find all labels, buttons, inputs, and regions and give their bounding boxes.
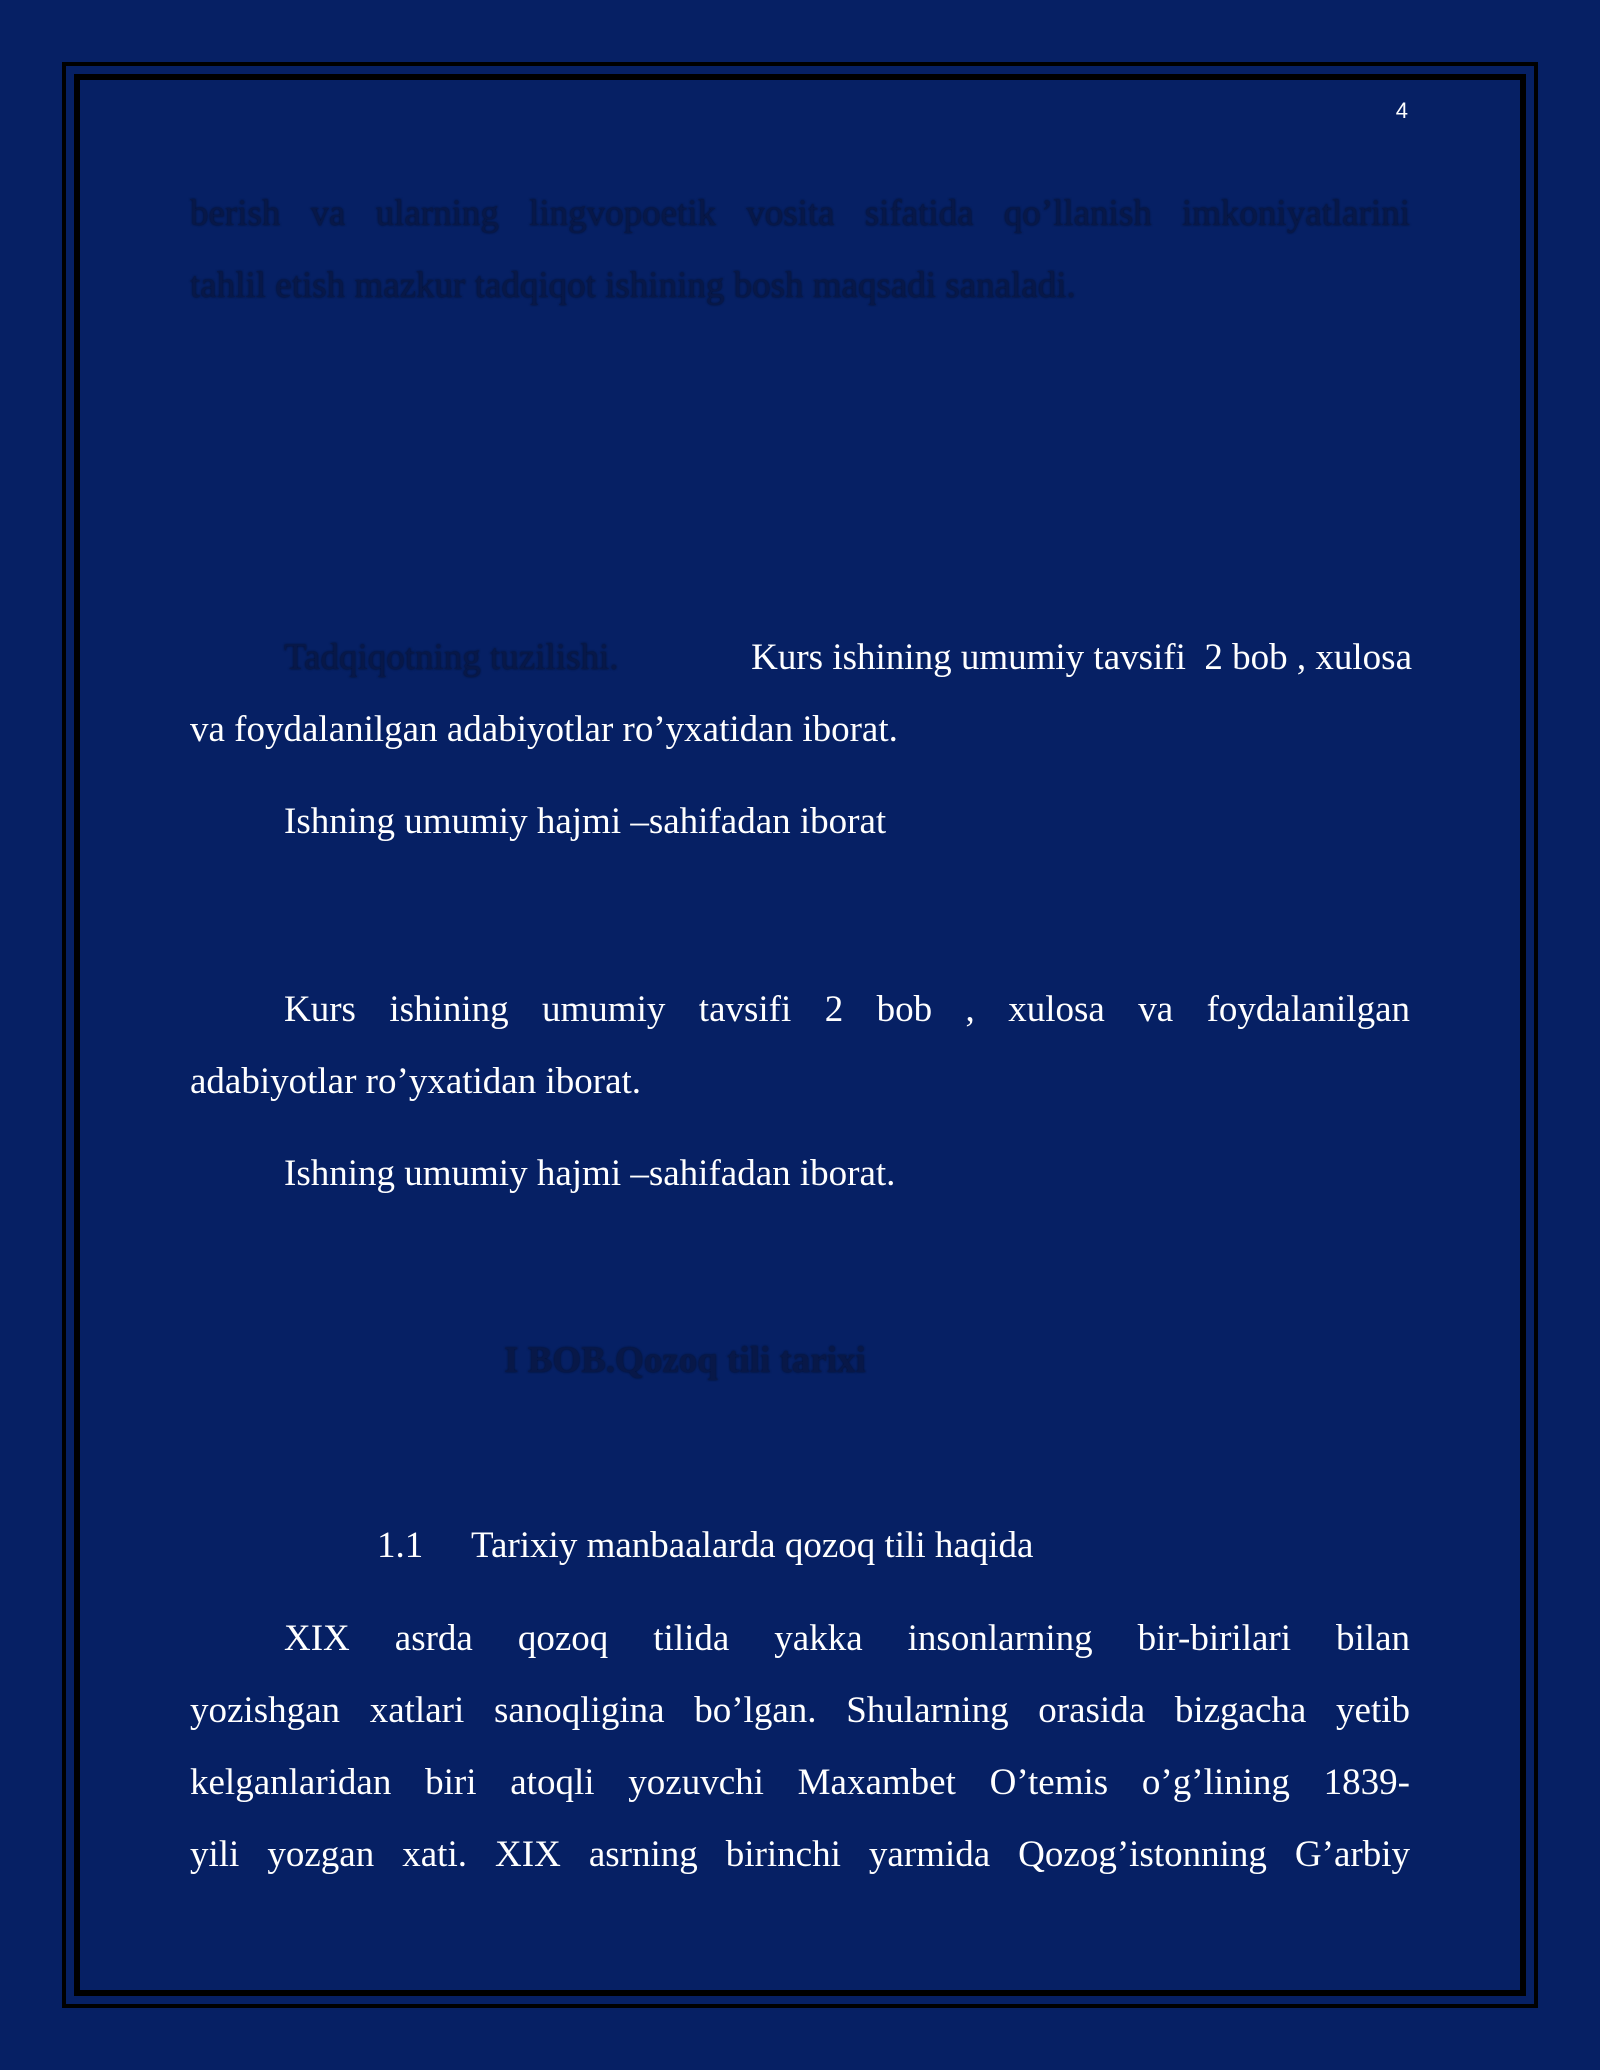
repeat-volume: Ishning umumiy hajmi –sahifadan iborat. xyxy=(284,1153,896,1194)
structure-line-2: va foydalanilgan adabiyotlar ro’yxatidan iborat. xyxy=(190,709,898,750)
intro-line-1: berish va ularning lingvopoetik vosita sifatida qo’llanish imkoniyatlarini xyxy=(190,193,1410,234)
page-number: 4 xyxy=(1395,98,1408,123)
structure-line-1 xyxy=(284,622,1412,694)
intro-line-2: tahlil etish mazkur tadqiqot ishining bosh maqsadi sanaladi. xyxy=(190,265,1076,306)
body-line-1: XIX asrda qozoq tilida yakka insonlarning bir-birilari bilan xyxy=(284,1618,1410,1659)
section-number: 1.1 xyxy=(377,1525,424,1566)
repeat-line-2: adabiyotlar ro’yxatidan iborat. xyxy=(190,1061,642,1102)
structure-label: Tadqiqotning tuzilishi. xyxy=(284,637,619,678)
structure-volume: Ishning umumiy hajmi –sahifadan iborat xyxy=(284,801,887,842)
section-title: Tarixiy manbaalarda qozoq tili haqida xyxy=(471,1525,1034,1566)
repeat-line-1: Kurs ishining umumiy tavsifi 2 bob , xulosa va foydalanilgan xyxy=(284,989,1410,1030)
body-line-2: yozishgan xatlari sanoqligina bo’lgan. Shularning orasida bizgacha yetib xyxy=(190,1690,1410,1731)
body-line-4: yili yozgan xati. XIX asrning birinchi yarmida Qozog’istonning G’arbiy xyxy=(190,1834,1410,1875)
chapter-title: I BOB.Qozoq tili tarixi xyxy=(504,1340,866,1381)
structure-line-1-text: Kurs ishining umumiy tavsifi 2 bob , xulosa xyxy=(741,637,1412,678)
body-line-3: kelganlaridan biri atoqli yozuvchi Maxambet O’temis o’g’lining 1839- xyxy=(190,1762,1410,1803)
